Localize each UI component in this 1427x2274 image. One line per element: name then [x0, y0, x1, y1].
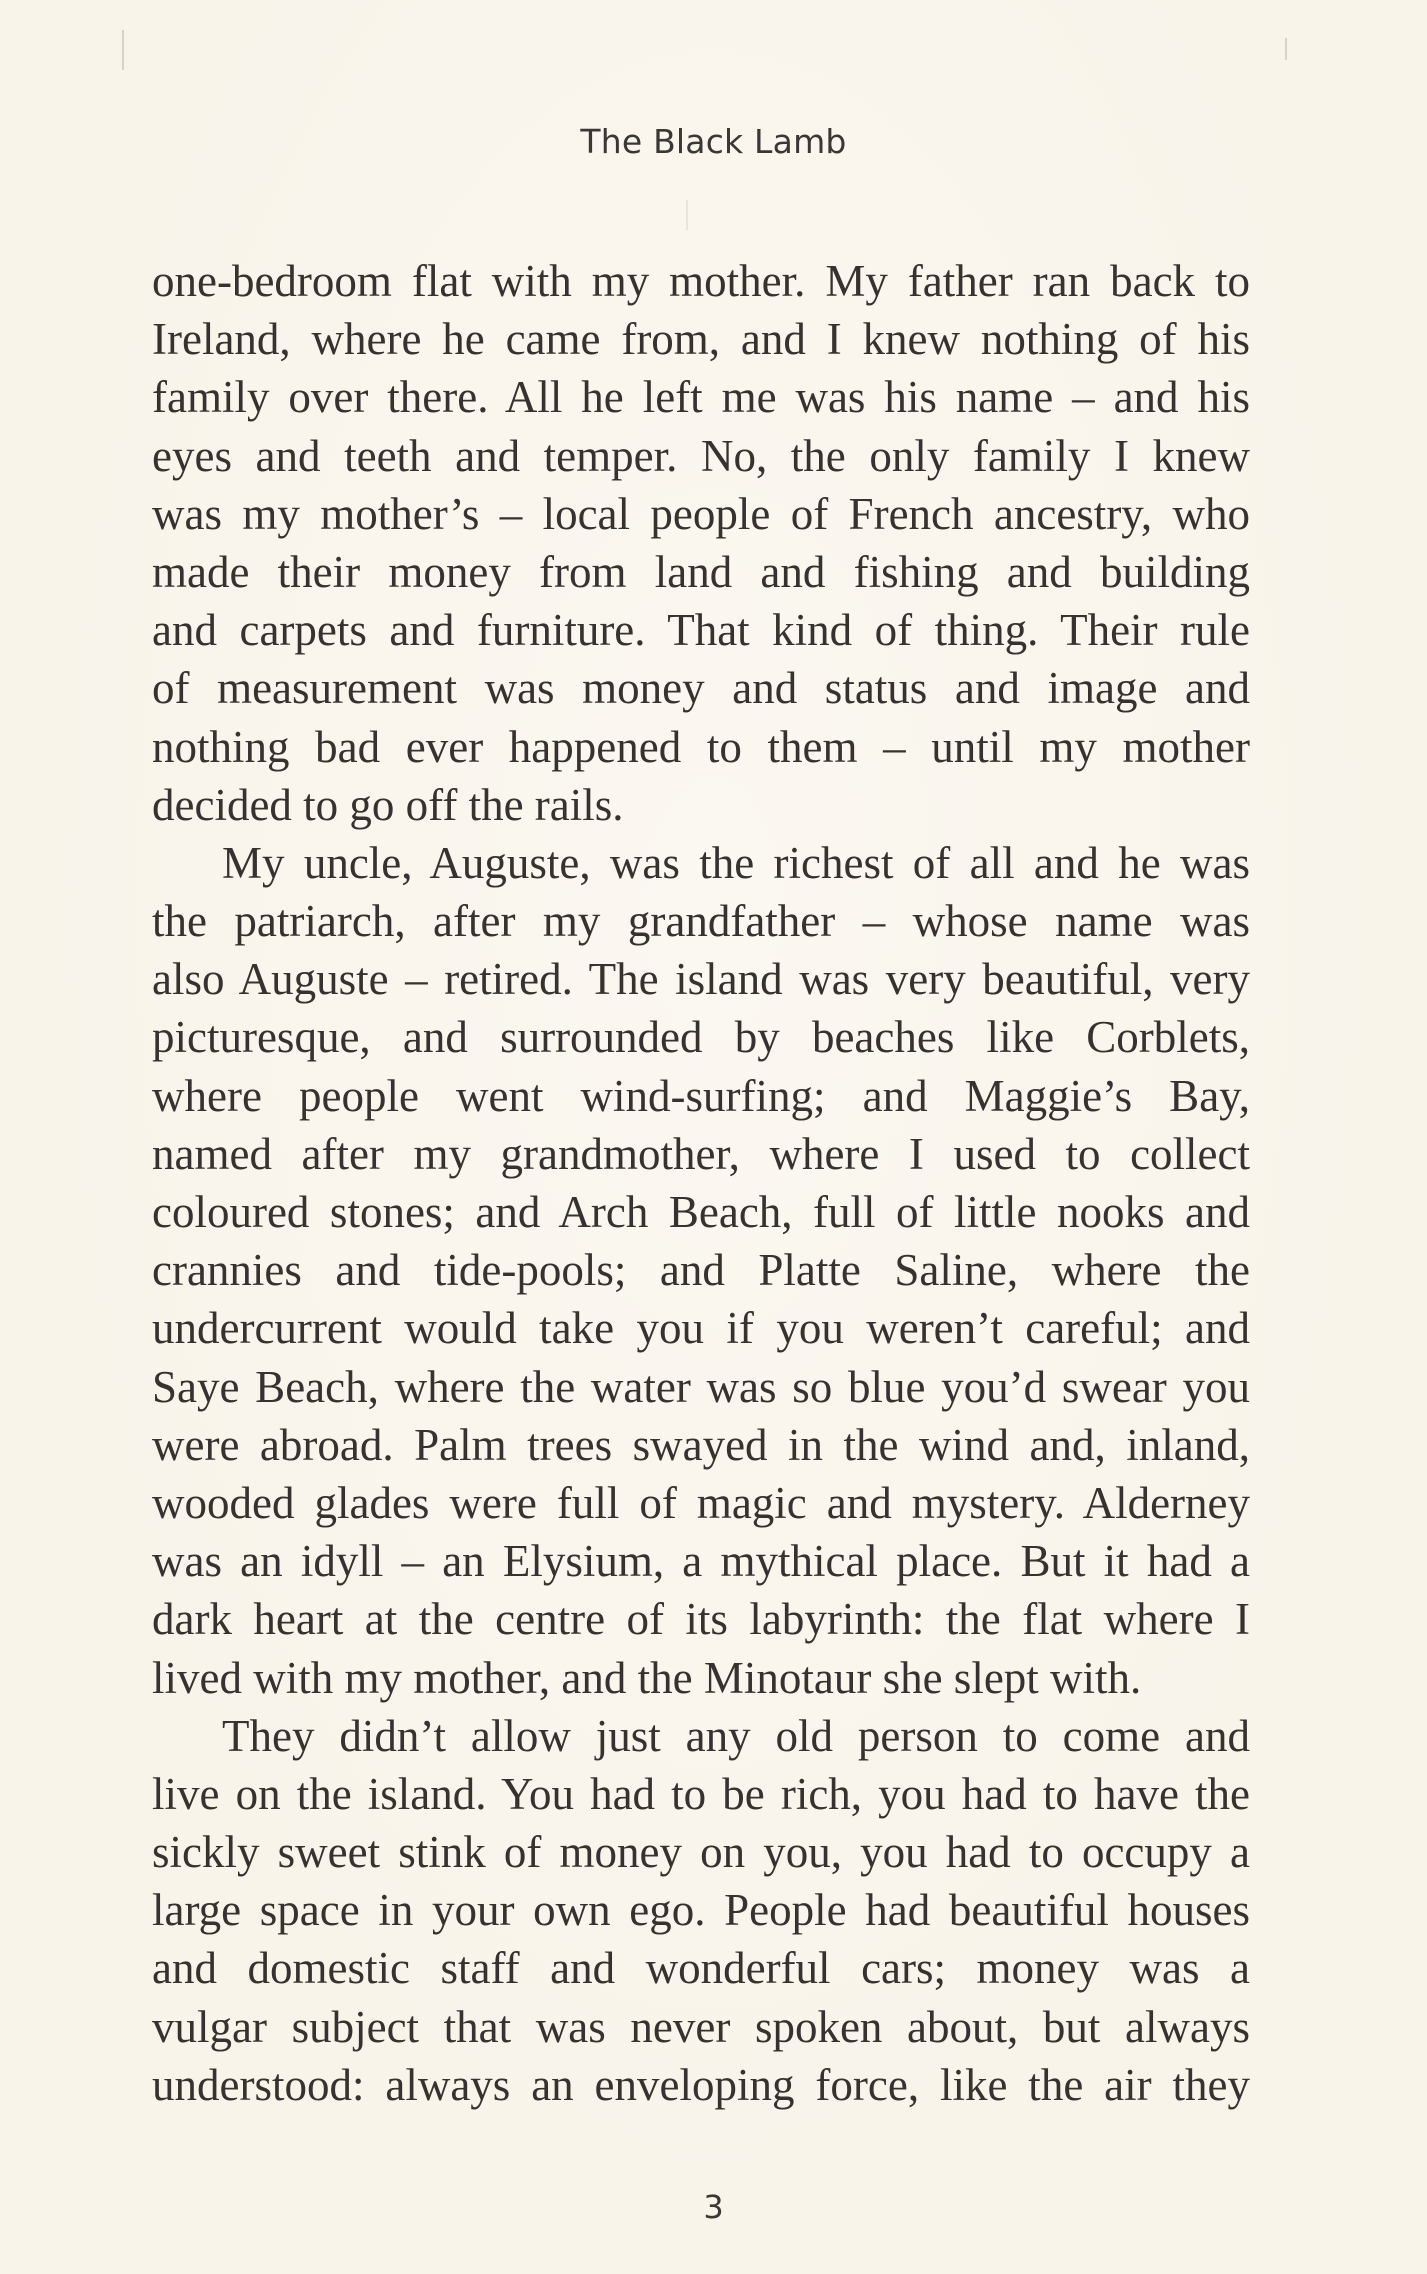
text-line: and domestic staff and wonderful cars; money was a — [152, 1943, 1250, 1994]
text-line: where people went wind-surfing; and Maggie’s Bay, — [152, 1070, 1250, 1121]
text-line: They didn’t allow just any old person to come and — [222, 1710, 1250, 1761]
text-line: and carpets and furniture. That kind of thing. Their rule — [152, 605, 1250, 656]
body-text — [152, 252, 1250, 2114]
text-line: lived with my mother, and the Minotaur she slept with. — [152, 1652, 1142, 1703]
page-number: 3 — [703, 2188, 724, 2226]
text-line: were abroad. Palm trees swayed in the wind and, inland, — [152, 1419, 1250, 1470]
text-line: one-bedroom flat with my mother. My father ran back to — [152, 256, 1250, 306]
text-line: crannies and tide-pools; and Platte Saline, where the — [152, 1245, 1250, 1296]
text-line: made their money from land and fishing and building — [152, 546, 1250, 597]
text-line: coloured stones; and Arch Beach, full of little nooks and — [152, 1187, 1250, 1237]
text-line: Ireland, where he came from, and I knew nothing of his — [152, 314, 1250, 365]
paper-mark — [686, 200, 688, 230]
text-line: nothing bad ever happened to them – until my mother — [152, 721, 1250, 772]
paragraph — [152, 252, 1250, 834]
running-head-title: The Black Lamb — [580, 122, 847, 161]
text-line: My uncle, Auguste, was the richest of all and he was — [222, 837, 1250, 888]
text-line: of measurement was money and status and image and — [152, 663, 1250, 714]
text-line: eyes and teeth and temper. No, the only family I knew — [152, 430, 1250, 481]
paper-mark — [1285, 38, 1287, 60]
text-line: was my mother’s – local people of French ancestry, who — [152, 488, 1250, 539]
text-line: the patriarch, after my grandfather – whose name was — [152, 896, 1250, 947]
text-line: live on the island. You had to be rich, you had to have the — [152, 1768, 1250, 1819]
paragraph — [152, 834, 1250, 1707]
text-line: understood: always an enveloping force, like the air they — [152, 2059, 1250, 2110]
text-line: named after my grandmother, where I used to collect — [152, 1128, 1250, 1179]
text-line: undercurrent would take you if you weren’t careful; and — [152, 1303, 1250, 1354]
text-line: dark heart at the centre of its labyrinth: the flat where I — [152, 1594, 1250, 1645]
text-line: decided to go off the rails. — [152, 779, 624, 830]
paragraph — [152, 1707, 1250, 2114]
text-line: also Auguste – retired. The island was very beautiful, very — [152, 954, 1250, 1005]
text-line: sickly sweet stink of money on you, you had to occupy a — [152, 1827, 1250, 1878]
text-line: family over there. All he left me was his name – and his — [152, 372, 1250, 423]
text-line: wooded glades were full of magic and mystery. Alderney — [152, 1477, 1250, 1528]
paper-mark — [122, 30, 124, 70]
text-line: large space in your own ego. People had beautiful houses — [152, 1885, 1250, 1936]
text-line: was an idyll – an Elysium, a mythical place. But it had a — [152, 1536, 1250, 1587]
text-line: picturesque, and surrounded by beaches like Corblets, — [152, 1012, 1250, 1063]
text-line: vulgar subject that was never spoken about, but always — [152, 2001, 1250, 2052]
text-line: Saye Beach, where the water was so blue you’d swear you — [152, 1361, 1250, 1412]
